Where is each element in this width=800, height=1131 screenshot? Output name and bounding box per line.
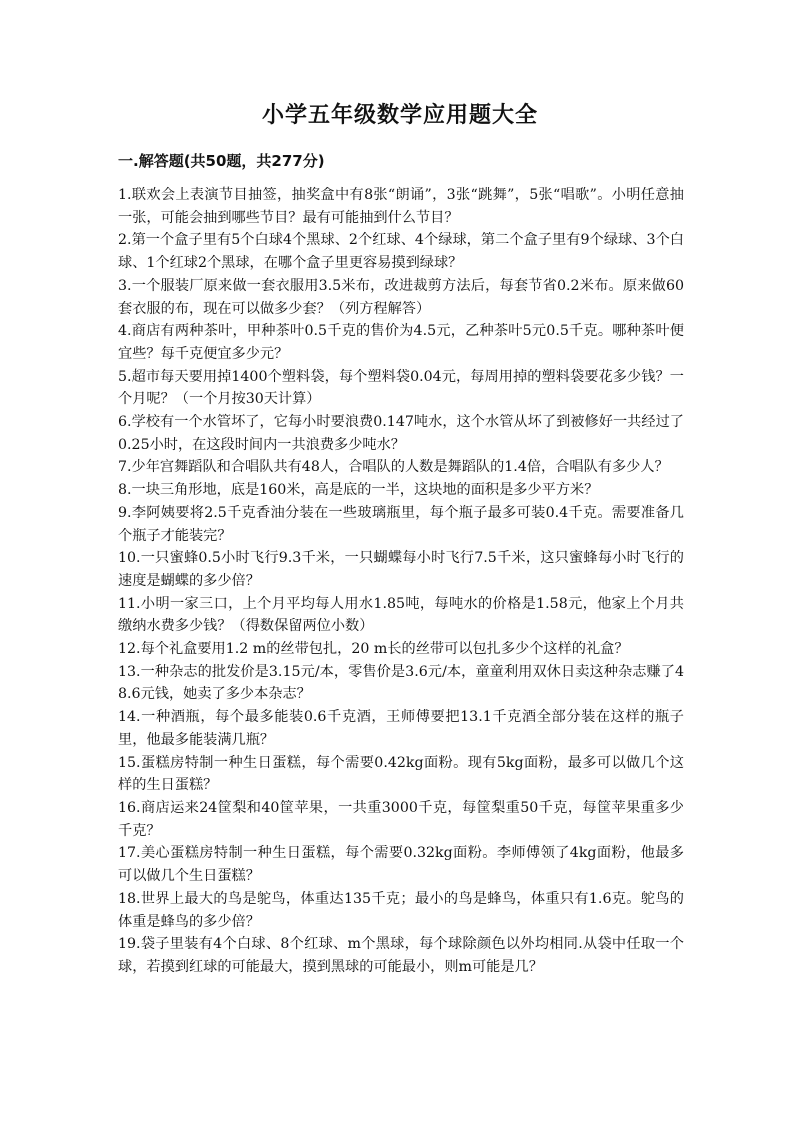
- question-item: 6.学校有一个水管坏了，它每小时要浪费0.147吨水，这个水管从坏了到被修好一共经过了0.25小时，在这段时间内一共浪费多少吨水？: [118, 414, 684, 453]
- question-item: 12.每个礼盒要用1.2 m的丝带包扎，20 m长的丝带可以包扎多少个这样的礼盒？: [118, 641, 629, 658]
- question-item: 15.蛋糕房特制一种生日蛋糕，每个需要0.42kg面粉。现有5kg面粉，最多可以做几个这样的生日蛋糕？: [118, 754, 684, 794]
- question-item: 14.一种酒瓶，每个最多能装0.6千克酒，王师傅要把13.1千克酒全部分装在这样的瓶子里，他最多能装满几瓶？: [118, 709, 684, 748]
- question-item: 4.商店有两种茶叶，甲种茶叶0.5千克的售价为4.5元，乙种茶叶5元0.5千克。哪种茶叶便宜些？每千克便宜多少元？: [118, 323, 684, 362]
- question-item: 13.一种杂志的批发价是3.15元/本，零售价是3.6元/本，童童利用双休日卖这种杂志赚了48.6元钱，她卖了多少本杂志？: [118, 663, 684, 703]
- question-item: 9.李阿姨要将2.5千克香油分装在一些玻璃瓶里，每个瓶子最多可装0.4千克。需要准备几个瓶子才能装完？: [118, 504, 684, 544]
- question-list: [118, 184, 684, 979]
- question-item: 5.超市每天要用掉1400个塑料袋，每个塑料袋0.04元，每周用掉的塑料袋要花多少钱？一个月呢？（一个月按30天计算）: [118, 368, 684, 408]
- question-item: 1.联欢会上表演节目抽签，抽奖盒中有8张“朗诵”，3张“跳舞”，5张“唱歌”。小明任意抽一张，可能会抽到哪些节目？最有可能抽到什么节目？: [118, 187, 684, 226]
- question-item: 17.美心蛋糕房特制一种生日蛋糕，每个需要0.32kg面粉。李师傅领了4kg面粉，他最多可以做几个生日蛋糕？: [118, 845, 684, 885]
- page-title: 小学五年级数学应用题大全: [261, 103, 538, 128]
- question-item: 16.商店运来24筐梨和40筐苹果，一共重3000千克，每筐梨重50千克，每筐苹果重多少千克？: [118, 799, 684, 839]
- question-item: 2.第一个盒子里有5个白球4个黑球、2个红球、4个绿球，第二个盒子里有9个绿球、3个白球、1个红球2个黑球，在哪个盒子里更容易摸到绿球？: [118, 232, 684, 272]
- question-item: 8.一块三角形地，底是160米，高是底的一半，这块地的面积是多少平方米？: [118, 482, 599, 499]
- section-heading: 一.解答题(共50题，共277分): [118, 152, 325, 170]
- question-item: 18.世界上最大的鸟是鸵鸟，体重达135千克；最小的鸟是蜂鸟，体重只有1.6克。鸵鸟的体重是蜂鸟的多少倍？: [118, 890, 684, 930]
- question-item: 19.袋子里装有4个白球、8个红球、m个黑球，每个球除颜色以外均相同.从袋中任取一个球，若摸到红球的可能最大，摸到黑球的可能最小，则m可能是几？: [118, 936, 684, 975]
- question-item: 11.小明一家三口，上个月平均每人用水1.85吨，每吨水的价格是1.58元，他家上个月共缴纳水费多少钱？（得数保留两位小数）: [118, 595, 684, 635]
- question-item: 10.一只蜜蜂0.5小时飞行9.3千米，一只蝴蝶每小时飞行7.5千米，这只蜜蜂每小时飞行的速度是蝴蝶的多少倍？: [118, 550, 684, 589]
- question-item: 7.少年宫舞蹈队和合唱队共有48人，合唱队的人数是舞蹈队的1.4倍，合唱队有多少人？: [118, 459, 669, 476]
- question-item: 3.一个服装厂原来做一套衣服用3.5米布，改进裁剪方法后，每套节省0.2米布。原来做60套衣服的布，现在可以做多少套？（列方程解答）: [118, 277, 684, 317]
